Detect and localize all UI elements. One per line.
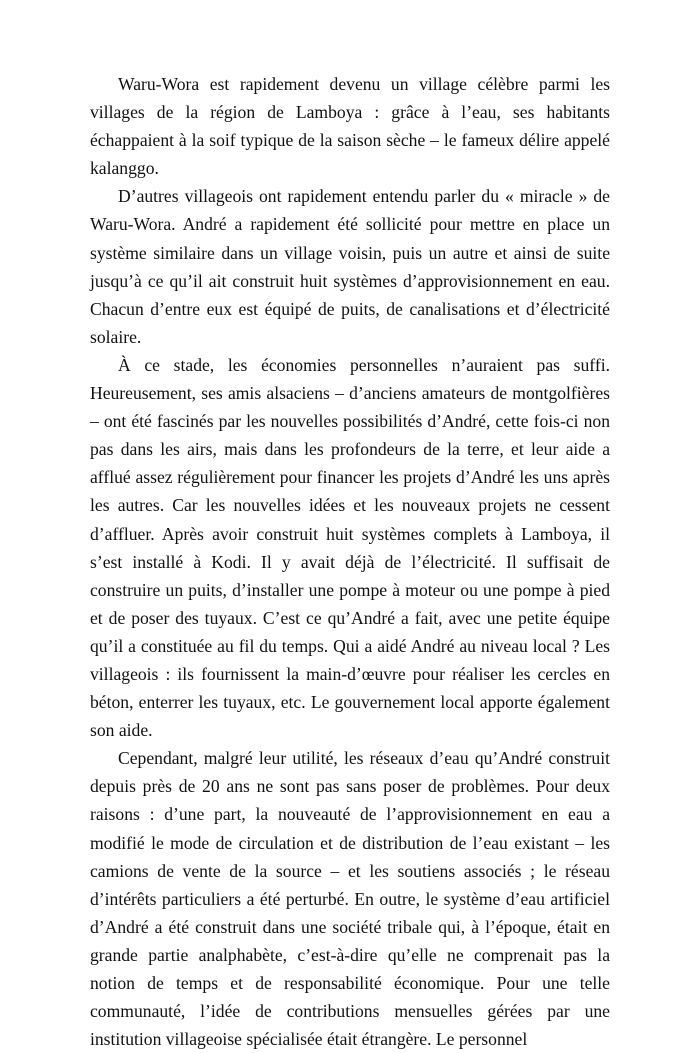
paragraph-1: Waru-Wora est rapidement devenu un village célèbre parmi les villages de la région de Lamboya : grâce à l’eau, ses habitants échappaient à la soif typique de la saison sèche – le fameux délire appelé kalanggo. <box>90 74 610 179</box>
paragraph-2: D’autres villageois ont rapidement entendu parler du « miracle » de Waru-Wora. André a rapidement été sollicité pour mettre en place un système similaire dans un village voisin, puis un autre et ainsi de suite jusqu’à ce qu’il ait construit huit systèmes d’approvisionnement en eau. Chacun d’entre eux est équipé de puits, de canalisations et d’électricité solaire. <box>90 186 610 347</box>
body-text <box>90 70 610 1053</box>
paragraph-4: Cependant, malgré leur utilité, les réseaux d’eau qu’André construit depuis près de 20 ans ne sont pas sans poser de problèmes. Pour deux raisons : d’une part, la nouveauté de l’approvisionnement en eau a modifié le mode de circulation et de distribution de l’eau existant – les camions de vente de la source – et les soutiens associés ; le réseau d’intérêts particuliers a été perturbé. En outre, le système d’eau artificiel d’André a été construit dans une société tribale qui, à l’époque, était en grande partie analphabète, c’est-à-dire qu’elle ne comprenait pas la notion de temps et de responsabilité économique. Pour une telle communauté, l’idée de contributions mensuelles gérées par une institution villageoise spécialisée était étrangère. Le personnel <box>90 748 610 1050</box>
paragraph-3: À ce stade, les économies personnelles n’auraient pas suffi. Heureusement, ses amis alsaciens – d’anciens amateurs de montgolfières – ont été fascinés par les nouvelles possibilités d’André, cette fois-ci non pas dans les airs, mais dans les profondeurs de la terre, et leur aide a afflué assez régulièrement pour financer les projets d’André les uns après les autres. Car les nouvelles idées et les nouveaux projets ne cessent d’affluer. Après avoir construit huit systèmes complets à Lamboya, il s’est installé à Kodi. Il y avait déjà de l’électricité. Il suffisait de construire un puits, d’installer une pompe à moteur ou une pompe à pied et de poser des tuyaux. C’est ce qu’André a fait, avec une petite équipe qu’il a constituée au fil du temps. Qui a aidé André au niveau local ? Les villageois : ils fournissent la main-d’œuvre pour réaliser les cercles en béton, enterrer les tuyaux, etc. Le gouvernement local apporte également son aide. <box>90 354 610 741</box>
